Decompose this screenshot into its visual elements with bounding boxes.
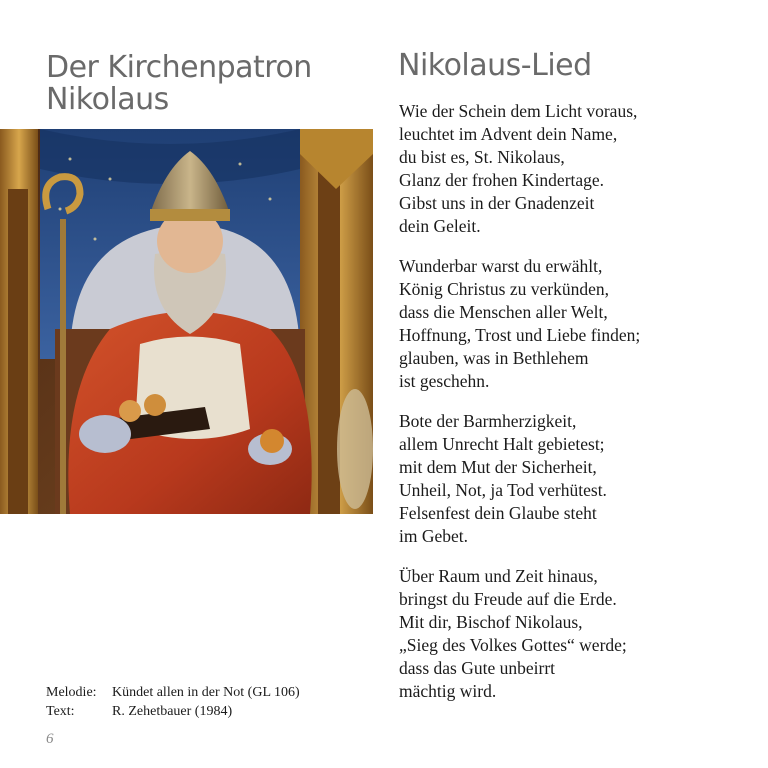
song-lyrics (399, 100, 759, 720)
lyric-line: du bist es, St. Nikolaus, (399, 147, 565, 167)
page-title-right: Nikolaus-Lied (398, 48, 592, 83)
stanza (399, 100, 759, 238)
lyric-line: mit dem Mut der Sicherheit, (399, 457, 597, 477)
lyric-line: Wunderbar warst du erwählt, (399, 256, 603, 276)
lyric-line: „Sieg des Volkes Gottes“ werde; (399, 635, 627, 655)
stanza (399, 255, 759, 393)
credit-row-text (46, 702, 300, 721)
credit-value: R. Zehetbauer (1984) (112, 704, 233, 719)
lyric-line: leuchtet im Advent dein Name, (399, 124, 618, 144)
lyric-line: dass die Menschen aller Welt, (399, 302, 608, 322)
lyric-line: Felsenfest dein Glaube steht (399, 503, 597, 523)
lyric-line: mächtig wird. (399, 681, 497, 701)
lyric-line: ist geschehn. (399, 371, 490, 391)
lyric-line: Über Raum und Zeit hinaus, (399, 566, 598, 586)
credit-row-melody (46, 683, 300, 702)
song-credits (46, 683, 300, 721)
lyric-line: bringst du Freude auf die Erde. (399, 589, 617, 609)
title-line: Nikolaus (46, 82, 169, 117)
stanza (399, 565, 759, 703)
lyric-line: Hoffnung, Trost und Liebe finden; (399, 325, 641, 345)
lyric-line: Wie der Schein dem Licht voraus, (399, 101, 638, 121)
lyric-line: Mit dir, Bischof Nikolaus, (399, 612, 583, 632)
lyric-line: dein Geleit. (399, 216, 481, 236)
lyric-line: im Gebet. (399, 526, 469, 546)
lyric-line: König Christus zu verkünden, (399, 279, 609, 299)
lyric-line: glauben, was in Bethlehem (399, 348, 589, 368)
credit-key: Text: (46, 704, 75, 719)
saint-nicholas-statue-photo (0, 129, 373, 514)
page-title-left (46, 52, 312, 116)
lyric-line: dass das Gute unbeirrt (399, 658, 556, 678)
lyric-line: Glanz der frohen Kindertage. (399, 170, 605, 190)
credit-key: Melodie: (46, 685, 97, 700)
stanza (399, 410, 759, 548)
page-number: 6 (46, 731, 54, 747)
lyric-line: Bote der Barmherzigkeit, (399, 411, 577, 431)
lyric-line: Unheil, Not, ja Tod verhütest. (399, 480, 607, 500)
title-line: Der Kirchenpatron (46, 50, 312, 85)
lyric-line: Gibst uns in der Gnadenzeit (399, 193, 595, 213)
lyric-line: allem Unrecht Halt gebietest; (399, 434, 605, 454)
credit-value: Kündet allen in der Not (GL 106) (112, 685, 300, 700)
